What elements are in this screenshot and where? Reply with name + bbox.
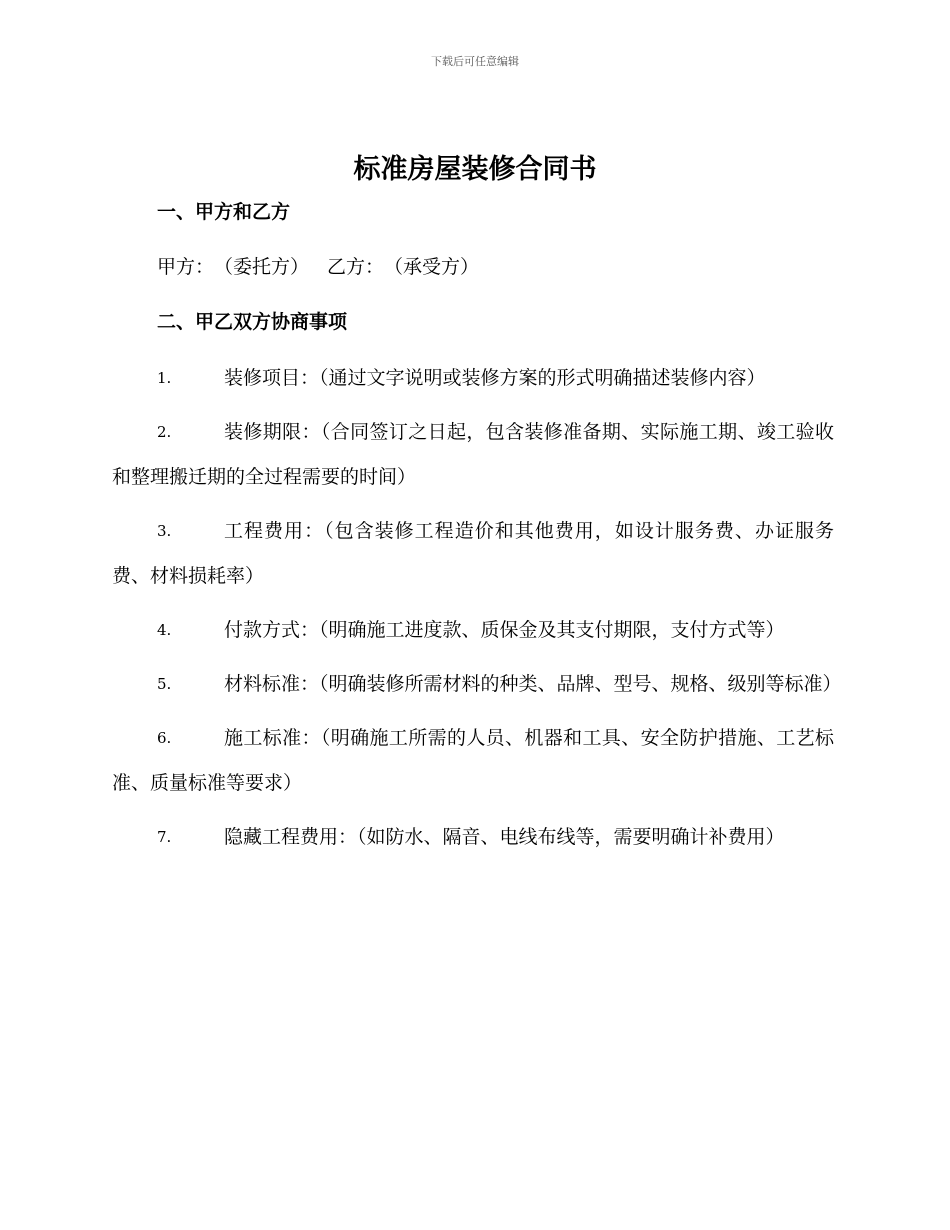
page-header-note: 下载后可任意编辑	[431, 55, 519, 68]
item-text: 隐藏工程费用：（如防水、隔音、电线布线等，需要明确计补费用）	[224, 826, 785, 848]
party-a-label: 甲方：	[157, 256, 215, 278]
section-heading-parties: 一、甲方和乙方	[157, 201, 291, 223]
list-item	[112, 716, 834, 806]
list-item	[112, 815, 834, 860]
item-number: 6.	[157, 729, 172, 747]
item-text: 装修项目：（通过文字说明或装修方案的形式明确描述装修内容）	[224, 367, 766, 389]
parties-line	[157, 253, 479, 281]
item-text: 付款方式：（明确施工进度款、质保金及其支付期限，支付方式等）	[224, 619, 785, 641]
section-heading-terms: 二、甲乙双方协商事项	[157, 311, 348, 333]
list-item	[112, 410, 834, 500]
item-number: 1.	[157, 369, 172, 387]
item-number: 2.	[157, 423, 172, 441]
item-number: 7.	[157, 828, 172, 846]
item-text: 装修期限：（合同签订之日起，包含装修准备期、实际施工期、竣工验收和整理搬迁期的全过程需要的时间）	[112, 421, 834, 488]
terms-list	[112, 356, 842, 869]
list-item	[112, 608, 834, 653]
item-number: 5.	[157, 675, 172, 693]
item-number: 3.	[157, 522, 172, 540]
list-item	[112, 509, 834, 599]
party-a-value: （委托方）	[214, 256, 310, 278]
party-b-label: 乙方：	[327, 256, 385, 278]
list-item	[112, 356, 834, 401]
item-text: 材料标准：（明确装修所需材料的种类、品牌、型号、规格、级别等标准）	[224, 673, 842, 695]
item-text: 工程费用：（包含装修工程造价和其他费用，如设计服务费、办证服务费、材料损耗率）	[112, 520, 834, 587]
item-number: 4.	[157, 621, 172, 639]
item-text: 施工标准：（明确施工所需的人员、机器和工具、安全防护措施、工艺标准、质量标准等要求）	[112, 727, 834, 794]
party-b-value: （承受方）	[384, 256, 480, 278]
list-item	[112, 662, 842, 707]
document-title: 标准房屋装修合同书	[353, 154, 597, 185]
